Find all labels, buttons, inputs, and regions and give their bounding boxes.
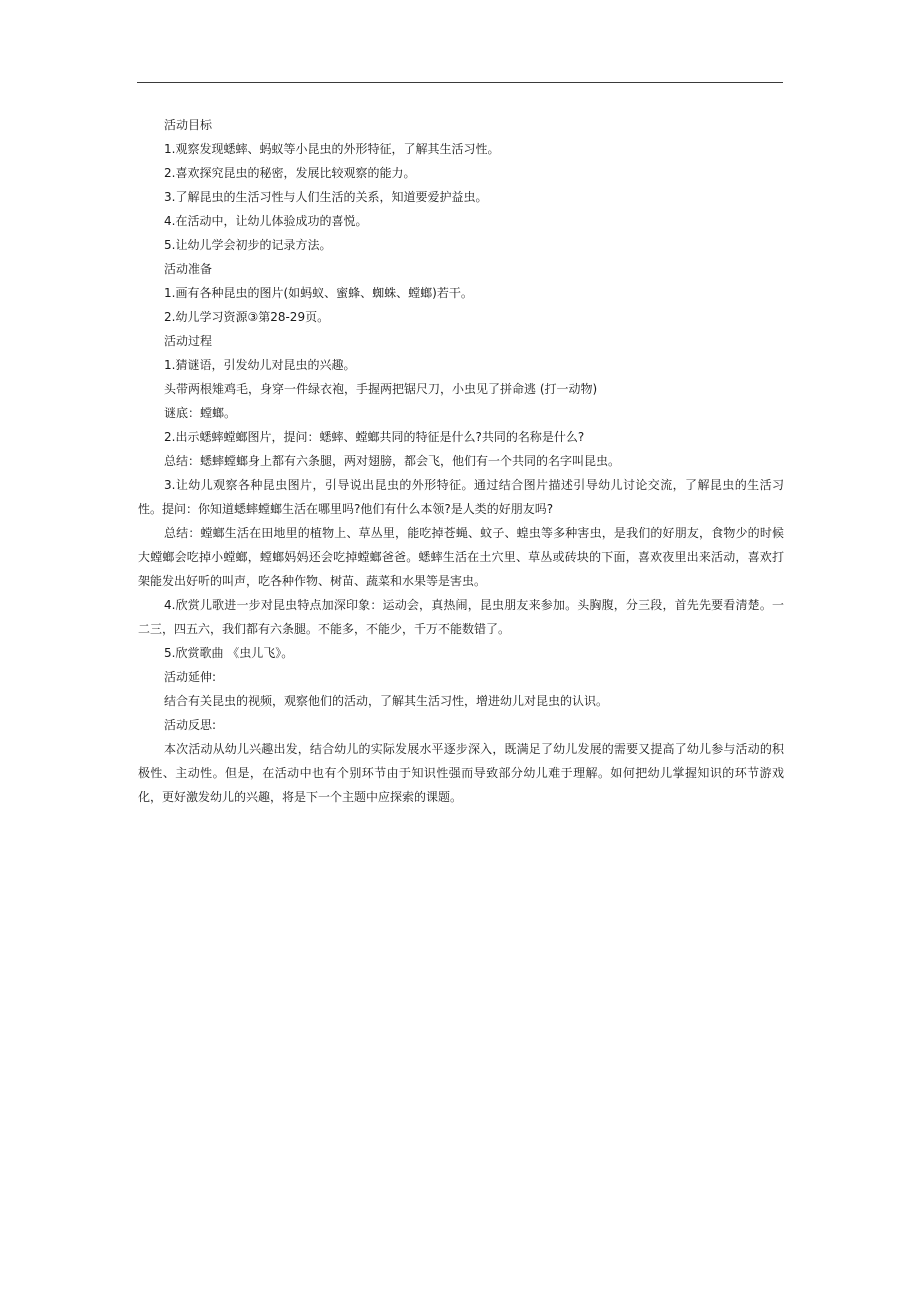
preparation-item: 2.幼儿学习资源③第28-29页。 [164,310,330,324]
extension-text: 结合有关昆虫的视频，观察他们的活动，了解其生活习性，增进幼儿对昆虫的认识。 [164,694,609,708]
process-step: 2.出示蟋蟀螳螂图片，提问：蟋蟀、螳螂共同的特征是什么?共同的名称是什么? [164,430,585,444]
riddle-text: 头带两根雉鸡毛，身穿一件绿衣袍，手握两把锯尺刀，小虫见了拼命逃 (打一动物) [164,382,598,396]
goal-item: 3.了解昆虫的生活习性与人们生活的关系，知道要爱护益虫。 [164,190,488,204]
summary-text: 总结：螳螂生活在田地里的植物上、草丛里，能吃掉苍蝇、蚊子、蝗虫等多种害虫，是我们的好朋友，食物少的时候大螳螂会吃掉小螳螂，螳螂妈妈还会吃掉螳螂爸爸。蟋蟀生活在土穴里、草丛或砖块的下面，喜欢夜里出来活动，喜欢打架能发出好听的叫声，吃各种作物、树苗、蔬菜和水果等是害虫。 [138,526,784,588]
riddle-answer: 谜底：螳螂。 [164,406,237,420]
section-heading-preparation: 活动准备 [164,262,213,276]
section-heading-extension: 活动延伸: [164,670,217,684]
process-step: 1.猜谜语，引发幼儿对昆虫的兴趣。 [164,358,356,372]
section-heading-goals: 活动目标 [164,118,213,132]
goal-item: 5.让幼儿学会初步的记录方法。 [164,238,332,252]
process-step: 3.让幼儿观察各种昆虫图片，引导说出昆虫的外形特征。通过结合图片描述引导幼儿讨论交流，了解昆虫的生活习性。提问：你知道蟋蟀螳螂生活在哪里吗?他们有什么本领?是人类的好朋友吗? [138,478,784,516]
process-step: 4.欣赏儿歌进一步对昆虫特点加深印象：运动会，真热闹，昆虫朋友来参加。头胸腹，分三段，首先先要看清楚。一二三，四五六，我们都有六条腿。不能多，不能少，千万不能数错了。 [138,598,784,636]
reflection-text: 本次活动从幼儿兴趣出发，结合幼儿的实际发展水平逐步深入，既满足了幼儿发展的需要又提高了幼儿参与活动的积极性、主动性。但是，在活动中也有个别环节由于知识性强而导致部分幼儿难于理解。如何把幼儿掌握知识的环节游戏化，更好激发幼儿的兴趣，将是下一个主题中应探索的课题。 [138,742,784,804]
goal-item: 1.观察发现蟋蟀、蚂蚁等小昆虫的外形特征，了解其生活习性。 [164,142,500,156]
goal-item: 4.在活动中，让幼儿体验成功的喜悦。 [164,214,368,228]
section-heading-reflection: 活动反思: [164,718,217,732]
document-body [138,113,784,809]
goal-item: 2.喜欢探究昆虫的秘密，发展比较观察的能力。 [164,166,416,180]
header-rule [137,82,783,83]
summary-text: 总结：蟋蟀螳螂身上都有六条腿，两对翅膀，都会飞，他们有一个共同的名字叫昆虫。 [164,454,621,468]
section-heading-process: 活动过程 [164,334,213,348]
process-step: 5.欣赏歌曲 《虫儿飞》。 [164,646,294,660]
preparation-item: 1.画有各种昆虫的图片(如蚂蚁、蜜蜂、蜘蛛、螳螂)若干。 [164,286,473,300]
